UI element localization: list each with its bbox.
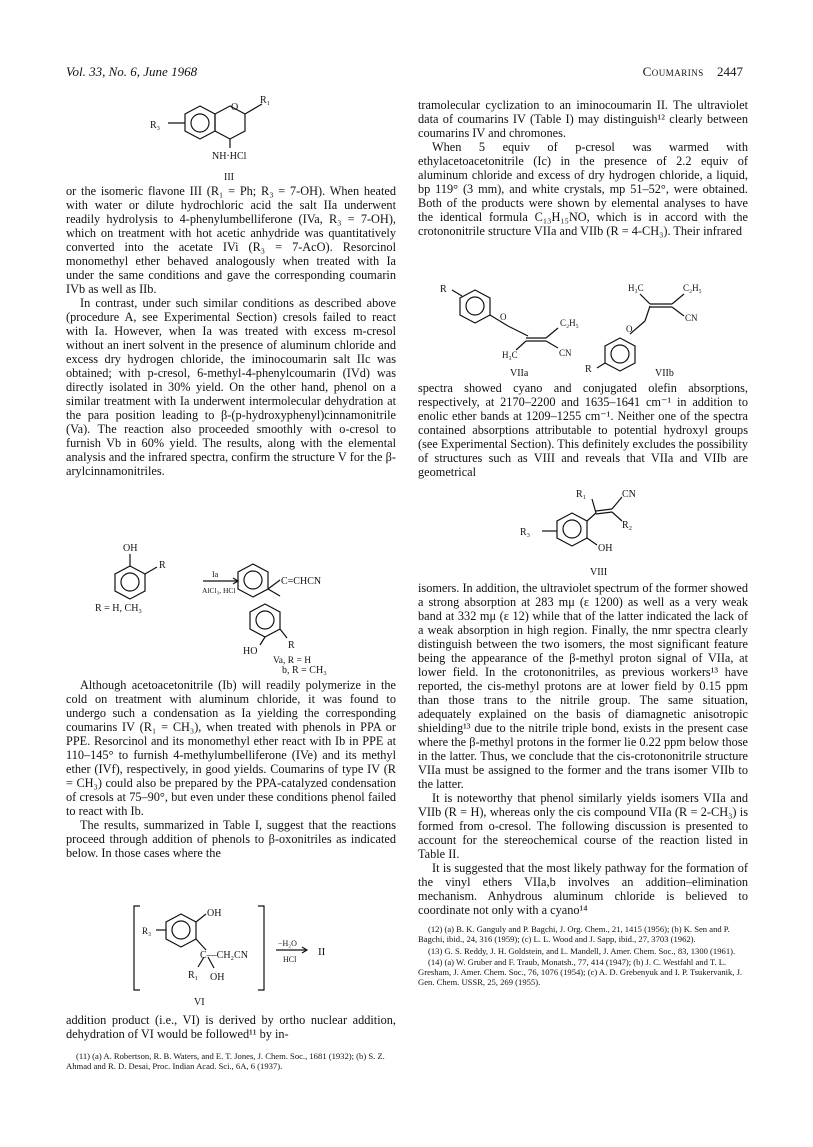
paragraph: tramolecular cyclization to an iminocoumarin II. The ultraviolet data of coumarins IV (Table I) may distinguish¹² clearly between coumarins IV and chromones. — [418, 98, 748, 140]
paragraph: When 5 equiv of p-cresol was warmed with ethylacetoacetonitrile (Ic) in the presence of 2.2 equiv of aluminum chloride and excess of dry hydrogen chloride, a liquid, bp 119° (3 mm), and white crystals, mp 51–52°, were obtained. Both of the products were shown by elemental analyses to have the identical formula C₁₃H₁₅NO, which is in accord with the crotononitrile structure VIIa and VIIb (R = 4-CH₃). Their infrared — [418, 140, 748, 238]
running-header-journal: Coumarins — [642, 64, 704, 79]
vi-oh-bottom: OH — [210, 972, 225, 983]
v-label-b: b, R = CH₃ — [282, 665, 327, 676]
vi-r1: R₁ — [188, 970, 199, 981]
footnote-13: (13) G. S. Reddy, J. H. Goldstein, and L. Mandell, J. Amer. Chem. Soc., 83, 1300 (1961). — [428, 945, 736, 956]
structure-vi — [126, 902, 366, 1012]
vi-reagent-top: −H₂O — [278, 939, 297, 948]
footnotes-right — [418, 924, 748, 988]
vi-product: II — [318, 946, 326, 958]
vi-chain: C—CH₂CN — [200, 950, 248, 961]
paragraph: or the isomeric flavone III (R₁ = Ph; R₃ = 7-OH). When heated with water or dilute hydrochloric acid the salt IIa underwent readily hydrolysis to 4-phenylumbelliferone (IVa, R₃ = 7-OH), which on treatment with hot acetic anhydride was quantitatively converted into the acetate IVi (R₃ = 7-AcO). Resorcinol monomethyl ether behaved analogously when treated with Ia under the same conditions and gave the corresponding coumarin IVb as well as IIb. — [66, 184, 396, 296]
iii-label: III — [224, 172, 234, 183]
paragraph: addition product (i.e., VI) is derived by ortho nuclear addition, dehydration of VI would be followed¹¹ by in- — [66, 1013, 396, 1041]
footnote-14: (14) (a) W. Gruber and F. Traub, Monatsh., 77, 414 (1947); (b) J. C. Westfahl and T. L. Gresham, J. Amer. Chem. Soc., 76, 1076 (1954); (c) A. D. Grebenyuk and I. P. Tsukervanik, J. Gen. Chem. USSR, 25, 269 (1955). — [418, 956, 743, 988]
v-r: R — [159, 560, 166, 571]
viii-label: VIII — [590, 567, 608, 578]
structure-viii — [512, 483, 702, 583]
v-ho: HO — [243, 646, 258, 657]
structure-vii — [440, 266, 740, 381]
iii-r3: R₃ — [150, 120, 161, 131]
vi-oh-top: OH — [207, 908, 222, 919]
viii-r2: R₂ — [622, 520, 633, 531]
right-column-mid — [418, 381, 748, 479]
paragraph: It is suggested that the most likely pathway for the formation of the vinyl ethers VIIa,b involves an addition–elimination mechanism. Anhydrous aluminum chloride is believed to coordinate not only with a cyano¹⁴ — [418, 861, 748, 917]
paragraph: The results, summarized in Table I, suggest that the reactions proceed through addition of phenols to β-oxonitriles as indicated below. In those cases where the — [66, 818, 396, 860]
vii-a-cn: CN — [559, 348, 572, 358]
iii-r1: R₁ — [260, 95, 271, 106]
page-number: 2447 — [717, 64, 743, 79]
vi-label: VI — [194, 997, 205, 1008]
scheme-v — [95, 538, 385, 668]
running-header-right — [643, 64, 743, 80]
running-header-volume: Vol. 33, No. 6, June 1968 — [66, 64, 198, 79]
vii-b-h3c: H₃C — [628, 283, 644, 293]
v-r-product: R — [288, 640, 295, 651]
iii-ring-o: O — [231, 102, 239, 113]
left-column-bottom — [66, 1013, 396, 1073]
vii-b-c2h5: C₂H₅ — [683, 283, 702, 293]
footnote-12: (12) (a) B. K. Ganguly and P. Bagchi, J. Org. Chem., 21, 1415 (1956); (b) K. Sen and P. Bagchi, ibid., 24, 316 (1959); (c) L. L. Wood and J. Sapp, ibid., 27, 3703 (1962). — [418, 924, 730, 945]
left-column — [66, 184, 396, 478]
footnotes-left — [66, 1051, 396, 1072]
v-oh: OH — [123, 543, 138, 554]
vii-a-o: O — [500, 312, 507, 322]
vii-b-label: VIIb — [655, 368, 674, 379]
vii-a-r: R — [440, 284, 447, 295]
v-reactant-label: R = H, CH₃ — [95, 603, 142, 614]
right-column — [418, 98, 748, 238]
paragraph: Although acetoacetonitrile (Ib) will readily polymerize in the cold on treatment with aluminum chloride, it was found to undergo such a condensation as Ia yielding the corresponding coumarins IV (R₁ = CH₃), when treated with phenols in PPA or PPE. Resorcinol and its monomethyl ether react with Ib in PPE at 110–145° to furnish 4-methylumbelliferone (IVe) and its methyl ether (IVf), respectively, in good yields. Coumarins of type IV (R = CH₃) could also be prepared by the PPA-catalyzed condensation of cresols at 75–90°, but even under these conditions phenol failed to react with Ib. — [66, 678, 396, 818]
v-reagent-top: Ia — [212, 570, 219, 579]
paragraph: In contrast, under such similar conditions as described above (procedure A, see Experimental Section) cresols failed to react with Ia. However, when Ia was treated with excess m-cresol without an inert solvent in the presence of aluminum chloride and excess dry hydrogen chloride, the iminocoumarin salt IIc was obtained; with p-cresol, 6-methyl-4-phenylcoumarin (IVd) was directly isolated in 30% yield. On the other hand, phenol on a similar treatment with Ia underwent intermolecular dehydration at the para position leading to β-(p-hydroxyphenyl)cinnamonitrile (Va). The reaction also proceeded smoothly with o-cresol to furnish Vb in 60% yield. The results, along with the elemental analysis and the infrared spectra, confirm the structure V for the β-arylcinnamonitriles. — [66, 296, 396, 478]
viii-cn: CN — [622, 489, 636, 500]
viii-oh: OH — [598, 543, 613, 554]
v-label-a: Va, R = H — [273, 656, 312, 666]
paragraph: spectra showed cyano and conjugated olefin absorptions, respectively, at 2170–2200 and 1635–1641 cm⁻¹ in addition to enolic ether bands at 1209–1255 cm⁻¹. Neither one of the spectra contained absorptions attributable to potential hydroxyl groups (see Experimental Section). This definitely excludes the possibility of structures such as VIII and reveals that VIIa and VIIb are geometrical — [418, 381, 748, 479]
vi-reagent-bottom: HCl — [283, 955, 297, 964]
viii-r3: R₃ — [520, 527, 531, 538]
vi-r3: R₃ — [142, 926, 152, 936]
paragraph: isomers. In addition, the ultraviolet spectrum of the former showed a strong absorption at 283 mμ (ε 1200) as well as a very weak band at 332 mμ (ε 12) while that of the latter indicated the lack of a weak absorption in high region. Finally, the nmr spectra clearly distinguish between the two isomers, the most significant feature being the appearance of the β-methyl proton signal of VIIa, at lower field. In the crotononitriles, as previous workers¹³ have reported, the cis-methyl protons are at lower field by 0.15 ppm than those trans to the nitrile group. The same situation, adequately explained on the basis of diamagnetic anisotropic shielding¹³ due to the nitrile triple bond, exists in the present case where the β-methyl protons in the former lie 0.22 ppm below those in the latter. Thus, we conclude that the cis-crotononitrile structure VIIa must be assigned to the former and the trans isomer VIIb to the latter. — [418, 581, 748, 791]
right-column-lower — [418, 581, 748, 989]
footnote-11: (11) (a) A. Robertson, R. B. Waters, and E. T. Jones, J. Chem. Soc., 1681 (1932); (b) S. Z. Ahmad and R. D. Desai, Proc. Indian Acad. Sci., 6A, 6 (1937). — [66, 1051, 385, 1072]
paragraph: It is noteworthy that phenol similarly yields isomers VIIa and VIIb (R = H), whereas only the cis compound VIIa (R = 2-CH₃) is formed from o-cresol. The following discussion is presented to account for the stereochemical course of the reaction listed in Table II. — [418, 791, 748, 861]
vii-a-h3c: H₃C — [502, 350, 518, 360]
vii-b-o: O — [626, 324, 633, 334]
viii-r1: R₁ — [576, 489, 587, 500]
vii-b-r: R — [585, 364, 592, 375]
structure-iii — [150, 86, 300, 186]
v-reagent-bottom: AlCl₃, HCl — [202, 586, 236, 595]
vii-a-label: VIIa — [510, 368, 529, 379]
vii-b-cn: CN — [685, 313, 698, 323]
vii-a-c2h5: C₂H₅ — [560, 318, 579, 328]
left-column-cont — [66, 678, 396, 860]
iii-nh-hcl: NH·HCl — [212, 151, 247, 162]
v-product-group: C=CHCN — [281, 576, 322, 587]
